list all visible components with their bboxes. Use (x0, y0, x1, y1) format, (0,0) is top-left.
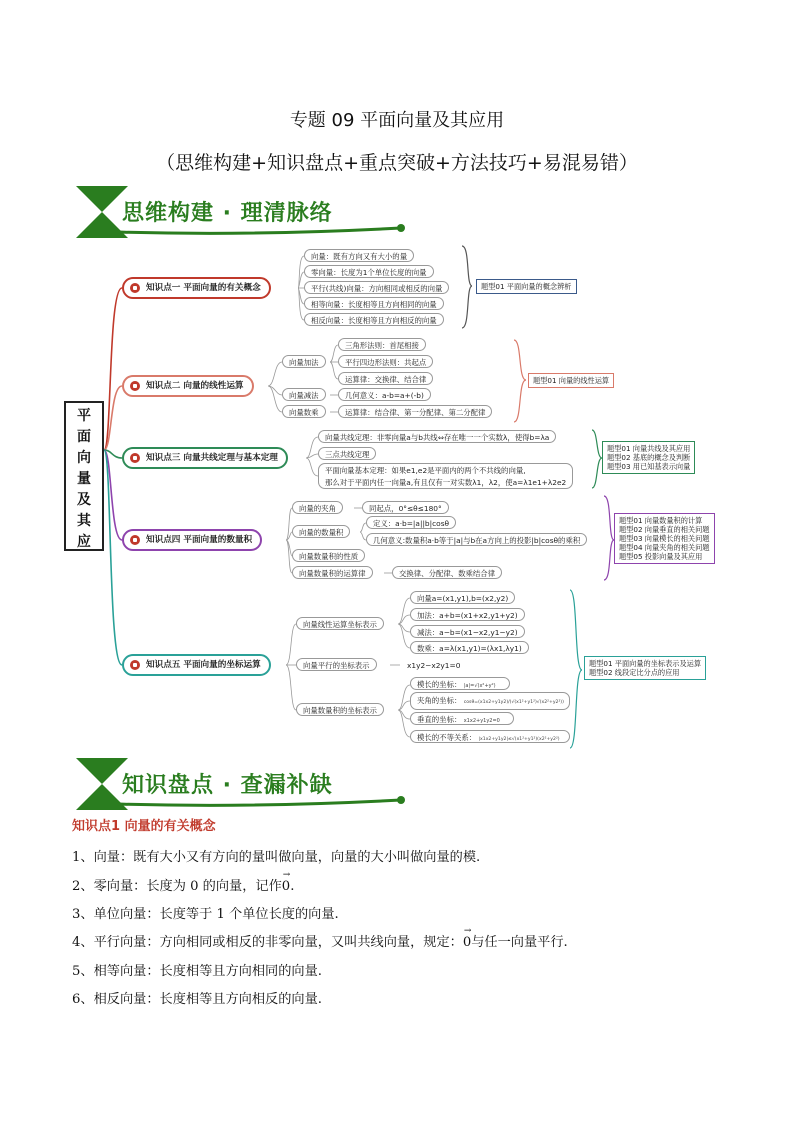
knowledge-text: 与任一向量平行. (471, 935, 568, 950)
kp5-item: 加法：a+b=(x1+x2,y1+y2) (410, 608, 525, 621)
kp4-item: 定义：a·b=|a||b|cosθ (366, 516, 456, 529)
kp1-node (122, 277, 271, 299)
type-item: 题型04 向量夹角的相关问题 (619, 543, 710, 552)
kp2-item: 几何意义：a-b=a+(-b) (338, 388, 431, 401)
kp5-dot-item (410, 712, 514, 725)
kp5-dot-item (410, 730, 570, 743)
kp2-item: 运算律：交换律、结合律 (338, 372, 433, 385)
kp4-sub: 向量的夹角 (292, 501, 343, 514)
knowledge-line: 6、相反向量：长度相等且方向相反的向量. (72, 992, 322, 1007)
knowledge-line: 1、向量：既有大小又有方向的量叫做向量，向量的大小叫做向量的模. (72, 850, 481, 865)
zero-vector (281, 870, 291, 894)
kp5-formula: x1x2+y1y2=0 (463, 718, 500, 724)
type-item: 题型02 线段定比分点的应用 (589, 668, 680, 677)
kp1-item: 零向量：长度为1个单位长度的向量 (304, 265, 434, 278)
type-item: 题型05 投影向量及其应用 (619, 552, 703, 561)
bullet-icon (130, 283, 140, 293)
kp1-item: 向量：既有方向又有大小的量 (304, 249, 414, 262)
knowledge-line (72, 870, 295, 894)
kp3-types (602, 441, 695, 474)
kp2-sub: 向量减法 (282, 388, 326, 401)
kp5-sub: 向量平行的坐标表示 (296, 658, 377, 671)
type-item: 题型02 向量垂直的相关问题 (619, 525, 710, 534)
kp5-formula: |a|=√(x²+y²) (463, 683, 496, 689)
kp3-item: 三点共线定理 (318, 447, 376, 460)
kp2-sub: 向量加法 (282, 355, 326, 368)
kp2-types (528, 373, 614, 388)
kp3-label: 知识点三 向量共线定理与基本定理 (146, 453, 278, 463)
kp5-types (584, 656, 706, 680)
kp5-item: 减法：a−b=(x1−x2,y1−y2) (410, 625, 525, 638)
kp5-item: 向量a=(x1,y1),b=(x2,y2) (410, 591, 515, 604)
kp2-sub: 向量数乘 (282, 405, 326, 418)
kp4-item: 交换律、分配律、数乘结合律 (392, 566, 502, 579)
kp4-sub: 向量的数量积 (292, 525, 350, 538)
kp2-item: 平行四边形法则：共起点 (338, 355, 433, 368)
kp1-label: 知识点一 平面向量的有关概念 (146, 283, 261, 293)
root-char: 其 (77, 513, 91, 529)
knowledge-line: 3、单位向量：长度等于 1 个单位长度的向量. (72, 907, 339, 922)
kp1-item: 相反向量：长度相等且方向相反的向量 (304, 313, 444, 326)
type-item: 题型03 向量模长的相关问题 (619, 534, 710, 543)
root-char: 及 (77, 492, 91, 508)
page-title: 专题 09 平面向量及其应用 (289, 110, 505, 131)
kp3-node (122, 447, 288, 469)
kp5-formula: cosθ=(x1x2+y1y2)/(√(x1²+y1²)√(x2²+y2²)) (463, 700, 564, 705)
kp4-node (122, 529, 262, 551)
knowledge-heading: 知识点1 向量的有关概念 (72, 819, 216, 834)
kp5-dot-item (410, 677, 510, 690)
bullet-icon (130, 381, 140, 391)
type-item: 题型03 用已知基表示向量 (607, 462, 691, 471)
type-item: 题型01 平面向量的坐标表示及运算 (589, 659, 702, 668)
kp5-dot-label: 夹角的坐标： (417, 696, 462, 705)
knowledge-text: . (290, 879, 295, 894)
root-char: 向 (77, 450, 91, 466)
kp3-item: 向量共线定理：非零向量a与b共线⇔存在唯一一个实数λ，使得b=λa (318, 430, 556, 443)
type-item: 题型01 平面向量的概念辨析 (481, 282, 572, 291)
kp2-node (122, 375, 254, 397)
kp2-item: 三角形法则：首尾相接 (338, 338, 426, 351)
root-char: 面 (77, 429, 91, 445)
vector-arrow-icon: → (282, 870, 291, 880)
bullet-icon (130, 535, 140, 545)
mindmap-root (64, 401, 104, 551)
bullet-icon (130, 453, 140, 463)
knowledge-line (72, 926, 568, 950)
zero-symbol: 0 (281, 879, 291, 894)
kp3-basis-line: 那么对于平面内任一向量a,有且仅有一对实数λ1，λ2，使a=λ1e1+λ2e2 (325, 478, 567, 487)
kp5-sub: 向量线性运算坐标表示 (296, 617, 384, 630)
kp3-item-basis (318, 463, 573, 489)
kp5-item: 数乘：a=λ(x1,y1)=(λx1,λy1) (410, 641, 529, 654)
kp5-sub: 向量数量积的坐标表示 (296, 703, 384, 716)
page-subtitle: （思维构建+知识盘点+重点突破+方法技巧+易混易错） (156, 152, 638, 174)
kp5-dot-label: 垂直的坐标： (417, 715, 462, 724)
type-item: 题型01 向量数量积的计算 (619, 516, 703, 525)
kp4-sub: 向量数量积的运算律 (292, 566, 373, 579)
kp4-label: 知识点四 平面向量的数量积 (146, 535, 253, 545)
kp4-item: 同起点，0°≤θ≤180° (362, 501, 449, 514)
kp5-formula: |x1x2+y1y2|≤√(x1²+y1²)(x2²+y2²) (478, 737, 560, 742)
kp1-item: 平行(共线)向量：方向相同或相反的向量 (304, 281, 449, 294)
kp5-node (122, 654, 271, 676)
section-banner-mind (76, 186, 406, 238)
kp2-label: 知识点二 向量的线性运算 (146, 381, 244, 391)
kp3-basis-line: 平面向量基本定理：如果e1,e2是平面内的两个不共线的向量, (325, 466, 526, 475)
knowledge-text: 2、零向量：长度为 0 的向量，记作 (72, 879, 282, 894)
banner-title: 思维构建 · 理清脉络 (122, 201, 333, 226)
kp1-item: 相等向量：长度相等且方向相同的向量 (304, 297, 444, 310)
type-item: 题型01 向量的线性运算 (533, 376, 610, 385)
kp4-sub: 向量数量积的性质 (292, 549, 365, 562)
zero-symbol: 0 (462, 935, 472, 950)
kp5-dot-label: 模长的不等关系： (417, 733, 477, 742)
section-banner-know (76, 758, 406, 810)
type-item: 题型01 向量共线及其应用 (607, 444, 691, 453)
vector-arrow-icon: → (463, 926, 472, 936)
kp5-parallel: x1y2−x2y1=0 (400, 658, 467, 671)
bullet-icon (130, 660, 140, 670)
kp1-types (476, 279, 577, 294)
banner-title: 知识盘点 · 查漏补缺 (122, 773, 333, 798)
kp5-label: 知识点五 平面向量的坐标运算 (146, 660, 261, 670)
kp2-item: 运算律：结合律、第一分配律、第二分配律 (338, 405, 492, 418)
root-char: 平 (77, 408, 91, 424)
root-char: 量 (77, 471, 91, 487)
kp5-dot-label: 模长的坐标： (417, 680, 462, 689)
root-char: 应 (77, 534, 91, 550)
type-item: 题型02 基底的概念及判断 (607, 453, 691, 462)
kp5-dot-item (410, 692, 570, 710)
zero-vector (462, 926, 472, 950)
knowledge-line: 5、相等向量：长度相等且方向相同的向量. (72, 964, 322, 979)
kp4-item: 几何意义:数量积a·b等于|a|与b在a方向上的投影|b|cosθ的乘积 (366, 533, 587, 546)
knowledge-text: 4、平行向量：方向相同或相反的非零向量，又叫共线向量，规定： (72, 935, 463, 950)
kp4-types (614, 513, 715, 564)
